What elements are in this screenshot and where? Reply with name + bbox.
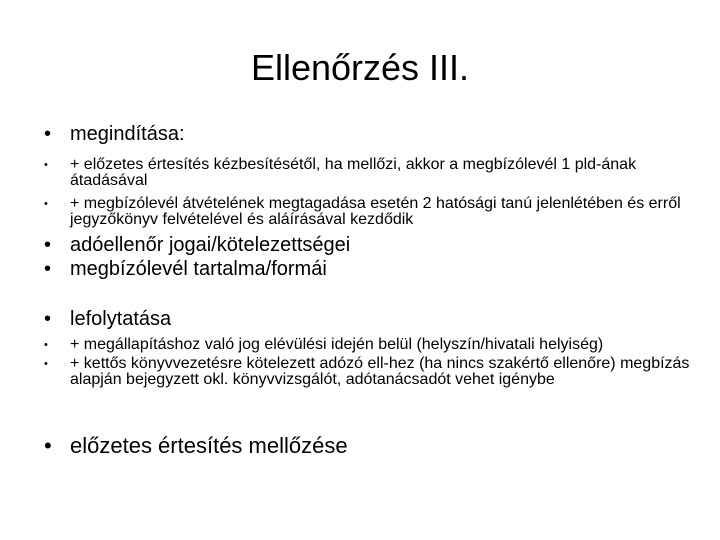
bullet-icon: • <box>44 198 48 210</box>
list-item-text: lefolytatása <box>70 308 172 330</box>
bullet-icon: • <box>44 358 48 370</box>
list-item-text: + előzetes értesítés kézbesítésétől, ha mellőzi, akkor a megbízólevél 1 pld-ának átadásával <box>70 156 637 189</box>
list-item-text: megindítása: <box>70 123 185 145</box>
bullet-icon: • <box>44 258 52 280</box>
bullet-icon: • <box>44 433 52 458</box>
list-item-text: adóellenőr jogai/kötelezettségei <box>70 234 351 256</box>
slide-title: Ellenőrzés III. <box>250 47 470 88</box>
bullet-icon: • <box>44 123 52 145</box>
bullet-icon: • <box>44 308 52 330</box>
list-item-text: előzetes értesítés mellőzése <box>70 433 348 458</box>
bullet-icon: • <box>44 234 52 256</box>
list-item-text: + kettős könyvvezetésre kötelezett adózó ell-hez (ha nincs szakértő ellenőre) megbízás alapján bejegyzett okl. könyvvizsgálót, adótanácsadót vehet igénybe <box>70 355 690 388</box>
list-item-text: + megbízólevél átvételének megtagadása esetén 2 hatósági tanú jelenlétében és erről jegyzőkönyv felvételével és aláírásával kezdődik <box>70 195 681 228</box>
bullet-icon: • <box>44 339 48 351</box>
list-item-text: megbízólevél tartalma/formái <box>70 258 327 280</box>
bullet-icon: • <box>44 159 48 171</box>
list-item-text: + megállapításhoz való jog elévülési idején belül (helyszín/hivatali helyiség) <box>70 336 604 353</box>
